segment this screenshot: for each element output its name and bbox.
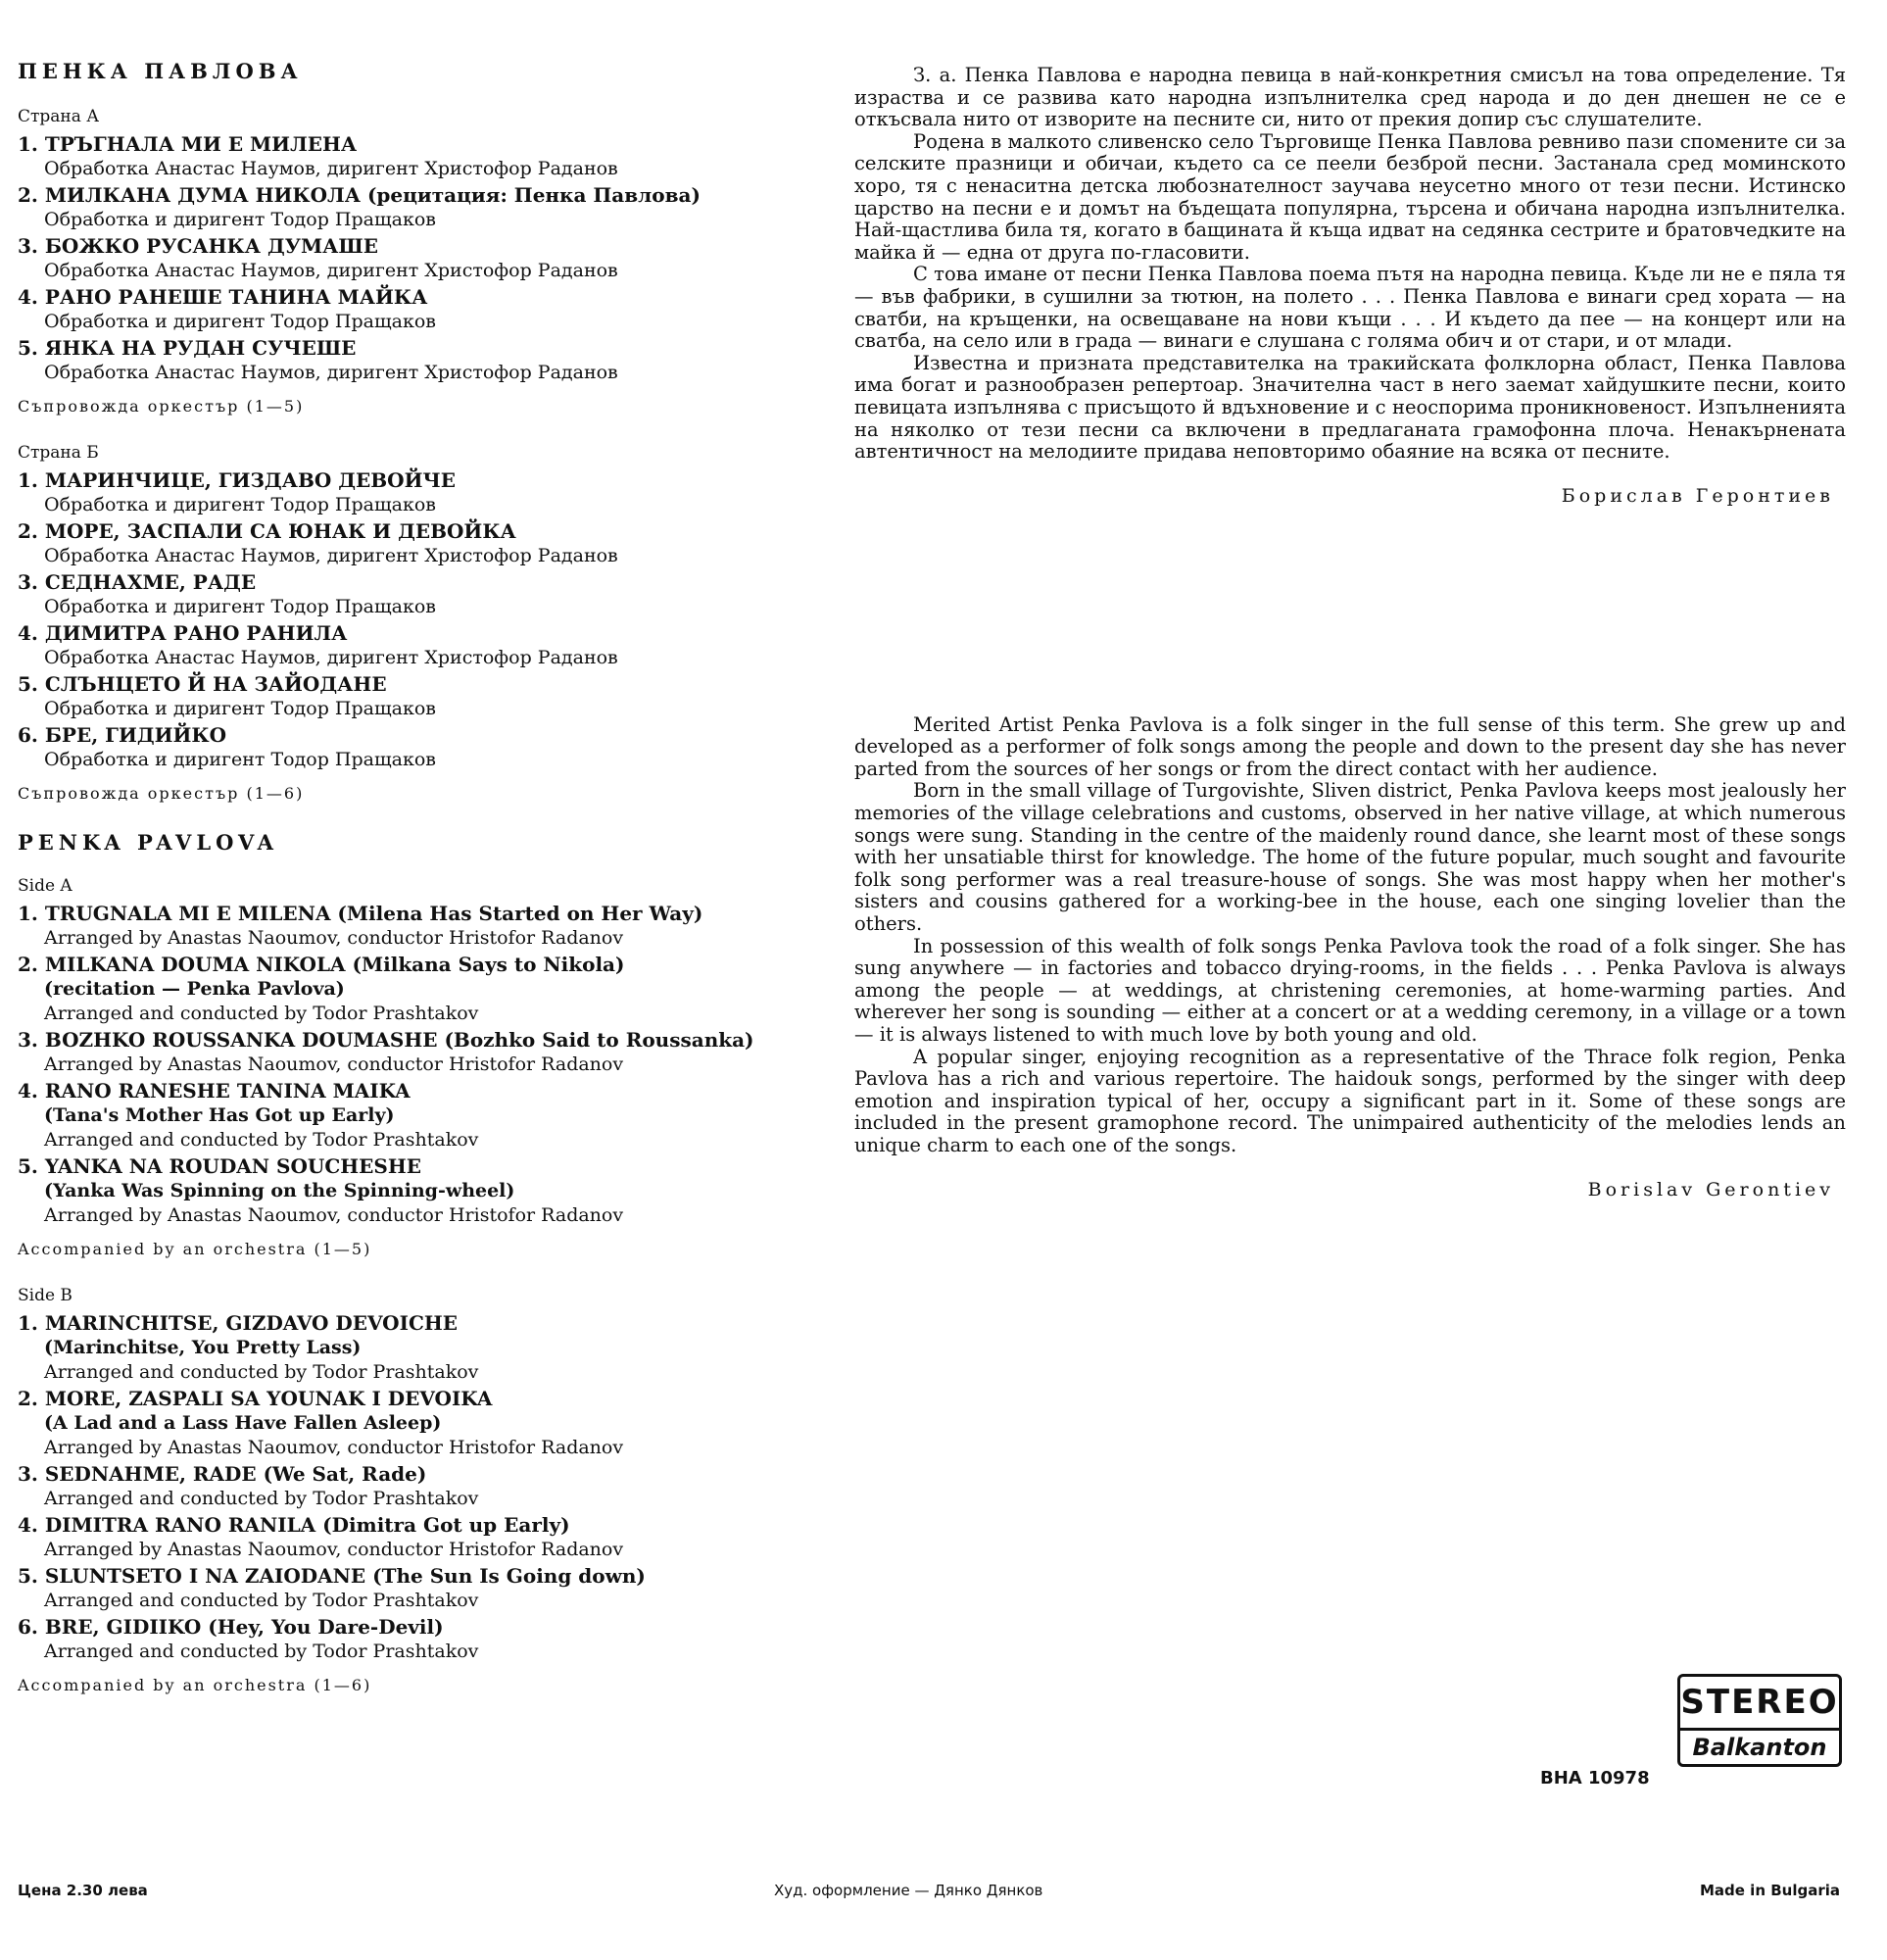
notes-paragraph: Merited Artist Penka Pavlova is a folk singer in the full sense of this term. She grew up and developed as a performer of folk songs among the people and down to the present day she has never parted from the sources of her songs or from the direct contact with her audience. [854, 712, 1846, 780]
track-item [18, 1615, 801, 1664]
track-credit: Обработка и диригент Тодор Пращаков [44, 494, 436, 515]
track-item [18, 953, 801, 1026]
track-title: 6. БРЕ, ГИДИЙКО [18, 723, 227, 747]
track-item [18, 183, 801, 232]
track-credit: Обработка Анастас Наумов, диригент Христофор Раданов [44, 647, 618, 668]
track-title: 5. YANKA NA ROUDAN SOUCHESHE [18, 1154, 421, 1178]
track-item [18, 468, 801, 517]
track-item [18, 234, 801, 283]
en-heading: PENKA PAVLOVA [18, 830, 278, 855]
notes-paragraph: In possession of this wealth of folk songs Penka Pavlova took the road of a folk singer. She has sung anywhere — in factories and tobacco drying-rooms, in the fields . . . Penka Pavlova is always among the people — at weddings, at christening ceremonies, at home-warming parties. And wherever her song is sounding — either at a concert or at a wedding ceremony, in a village or a town — it is always listened to with much love by both young and old. [854, 934, 1846, 1046]
track-title: 6. BRE, GIDIIKO (Hey, You Dare-Devil) [18, 1615, 444, 1639]
stereo-mark: STEREO [1680, 1677, 1839, 1731]
track-subtitle: (A Lad and a Lass Have Fallen Asleep) [44, 1412, 442, 1434]
track-credit: Arranged by Anastas Naoumov, conductor Hristofor Radanov [44, 1054, 624, 1075]
track-title: 2. MORE, ZASPALI SA YOUNAK I DEVOIKA [18, 1387, 493, 1410]
track-credit: Arranged and conducted by Todor Prashtakov [44, 1641, 479, 1662]
track-subtitle: (recitation — Penka Pavlova) [44, 978, 345, 1000]
track-credit: Arranged and conducted by Todor Prashtakov [44, 1003, 479, 1024]
balkanton-brand: Balkanton [1692, 1734, 1827, 1761]
notes-paragraph: Родена в малкото сливенско село Търговище Пенка Павлова ревниво пази спомените си за селските празници и обичаи, където са се пеели безброй песни. Застанала сред моминското хоро, тя с ненаситна детска любознателност заучава неусетно много от тези песни. Истинско царство на песни е и домът на бъдещата популярна, търсена и обичана народна изпълнителка. Най-щастлива била тя, когато в бащината й къща идват на седянка сестрите и братовчедките на майка й — една от друга по-гласовити. [854, 129, 1846, 264]
en-side-b [18, 1286, 801, 1694]
side-label: Side B [18, 1286, 73, 1305]
track-credit: Arranged by Anastas Naoumov, conductor Hristofor Radanov [44, 927, 624, 949]
track-title: 2. МИЛКАНА ДУМА НИКОЛА (рецитация: Пенка Павлова) [18, 183, 701, 207]
track-title: 2. MILKANA DOUMA NIKOLA (Milkana Says to Nikola) [18, 953, 625, 976]
track-credit: Обработка и диригент Тодор Пращаков [44, 311, 436, 332]
track-credit: Обработка Анастас Наумов, диригент Христофор Раданов [44, 362, 618, 383]
track-title: 5. СЛЪНЦЕТО Й НА ЗАЙОДАНЕ [18, 672, 387, 696]
track-item [18, 1311, 801, 1385]
track-title: 3. BOZHKO ROUSSANKA DOUMASHE (Bozhko Said to Roussanka) [18, 1028, 754, 1052]
track-item [18, 1154, 801, 1228]
author-signature: Борислав Геронтиев [1561, 484, 1834, 507]
track-title: 4. ДИМИТРА РАНО РАНИЛА [18, 621, 348, 645]
track-title: 1. МАРИНЧИЦЕ, ГИЗДАВО ДЕВОЙЧЕ [18, 468, 457, 492]
made-in-label: Made in Bulgaria [1700, 1882, 1840, 1899]
price-label: Цена 2.30 лева [18, 1882, 148, 1899]
track-title: 3. SEDNAHME, RADE (We Sat, Rade) [18, 1462, 427, 1486]
track-title: 5. ЯНКА НА РУДАН СУЧЕШЕ [18, 336, 357, 360]
side-label: Side A [18, 876, 73, 896]
notes-paragraph: З. а. Пенка Павлова е народна певица в най-конкретния смисъл на това определение. Тя израства и се развива като народна изпълнителка сред народа и до ден днешен не се е откъсвала нито от изворите на песните си, нито от прекия допир със слушателите. [854, 64, 1846, 131]
side-label: Страна Б [18, 443, 99, 463]
side-label: Страна А [18, 107, 100, 126]
notes-paragraph: Born in the small village of Turgovishte, Sliven district, Penka Pavlova keeps most jealously her memories of the village celebrations and customs, observed in her native village, at which numerous songs were sung. Standing in the centre of the maidenly round dance, she learnt most of these songs with her unsatiable thirst for knowledge. The home of the future popular, much sought and favourite folk song performer was a real treasure-house of songs. She was most happy when her mother's sisters and cousins gathered for a working-bee in the house, each one singing lovelier than the others. [854, 779, 1846, 936]
track-subtitle: (Tana's Mother Has Got up Early) [44, 1104, 395, 1126]
track-item [18, 132, 801, 181]
bg-heading: ПЕНКА ПАВЛОВА [18, 59, 303, 83]
track-item [18, 621, 801, 670]
track-credit: Обработка и диригент Тодор Пращаков [44, 596, 436, 617]
track-credit: Arranged and conducted by Todor Prashtakov [44, 1590, 479, 1611]
track-item [18, 1079, 801, 1152]
track-subtitle: (Marinchitse, You Pretty Lass) [44, 1337, 362, 1358]
track-item [18, 336, 801, 385]
track-credit: Arranged by Anastas Naoumov, conductor Hristofor Radanov [44, 1539, 624, 1560]
track-credit: Обработка Анастас Наумов, диригент Христофор Раданов [44, 260, 618, 281]
catalog-number: ВНА 10978 [1540, 1768, 1650, 1788]
track-credit: Arranged by Anastas Naoumov, conductor Hristofor Radanov [44, 1437, 624, 1458]
track-credit: Обработка и диригент Тодор Пращаков [44, 209, 436, 230]
accompaniment-note: Accompanied by an orchestra (1—5) [18, 1240, 372, 1258]
track-title: 2. МОРЕ, ЗАСПАЛИ СА ЮНАК И ДЕВОЙКА [18, 519, 516, 543]
stereo-balkanton-logo [1677, 1674, 1842, 1767]
track-item [18, 1564, 801, 1613]
bg-side-b [18, 443, 801, 803]
track-credit: Обработка и диригент Тодор Пращаков [44, 698, 436, 719]
track-item [18, 1387, 801, 1460]
author-signature: Borislav Gerontiev [1587, 1178, 1834, 1200]
track-title: 4. РАНО РАНЕШЕ ТАНИНА МАЙКА [18, 285, 428, 309]
track-item [18, 570, 801, 619]
track-item [18, 902, 801, 951]
track-item [18, 1028, 801, 1077]
track-item [18, 723, 801, 772]
track-title: 5. SLUNTSETO I NA ZAIODANE (The Sun Is Going down) [18, 1564, 646, 1588]
track-listing-column [18, 59, 801, 1712]
track-item [18, 1462, 801, 1511]
track-title: 1. MARINCHITSE, GIZDAVO DEVOICHE [18, 1311, 459, 1335]
track-item [18, 285, 801, 334]
accompaniment-note: Съпровожда оркестър (1—5) [18, 397, 305, 416]
track-item [18, 672, 801, 721]
design-credit: Худ. оформление — Дянко Дянков [774, 1882, 1043, 1899]
accompaniment-note: Съпровожда оркестър (1—6) [18, 784, 305, 803]
en-side-a [18, 876, 801, 1258]
track-subtitle: (Yanka Was Spinning on the Spinning-wheel) [44, 1180, 515, 1201]
notes-paragraph: С това имане от песни Пенка Павлова поема пътя на народна певица. Къде ли не е пяла тя — във фабрики, в сушилни за тютюн, на полето . . . Пенка Павлова е винаги сред хората — на сватби, на кръщенки, на освещаване на нови къщи . . . И където да пее — на концерт или на сватба, на село или в града — винаги е слушана с голяма обич и от стари, и от млади. [854, 263, 1846, 353]
track-credit: Arranged and conducted by Todor Prashtakov [44, 1361, 479, 1383]
bg-liner-notes [854, 65, 1846, 507]
accompaniment-note: Accompanied by an orchestra (1—6) [18, 1676, 372, 1694]
notes-paragraph: Известна и призната представителка на тракийската фолклорна област, Пенка Павлова има богат и разнообразен репертоар. Значителна част в него заемат хайдушките песни, които певицата изпълнява с присъщото й вдъхновение и с неоспорима проникновеност. Изпълненията на няколко от тези песни са включени в предлаганата грамофонна плоча. Ненакърнената автентичност на мелодиите придава неповторимо обаяние на всяка от песните. [854, 351, 1846, 464]
track-title: 3. БОЖКО РУСАНКА ДУМАШЕ [18, 234, 379, 258]
track-credit: Arranged by Anastas Naoumov, conductor Hristofor Radanov [44, 1204, 624, 1226]
track-item [18, 519, 801, 568]
track-title: 1. TRUGNALA MI E MILENA (Milena Has Started on Her Way) [18, 902, 703, 925]
track-credit: Обработка и диригент Тодор Пращаков [44, 749, 436, 770]
track-title: 4. RANO RANESHE TANINA MAIKA [18, 1079, 411, 1102]
track-title: 4. DIMITRA RANO RANILA (Dimitra Got up Early) [18, 1513, 570, 1537]
en-liner-notes [854, 714, 1846, 1200]
track-item [18, 1513, 801, 1562]
notes-paragraph: A popular singer, enjoying recognition as a representative of the Thrace folk region, Penka Pavlova has a rich and various repertoire. The haidouk songs, performed by the singer with deep emotion and inspiration typical of her, occupy a significant part in it. Some of these songs are included in the present gramophone record. The unimpaired authenticity of the melodies lends an unique charm to each one of the songs. [854, 1045, 1846, 1156]
liner-notes-column [854, 65, 1846, 1200]
track-credit: Arranged and conducted by Todor Prashtakov [44, 1488, 479, 1509]
bg-side-a [18, 107, 801, 416]
track-title: 1. ТРЪГНАЛА МИ Е МИЛЕНА [18, 132, 358, 156]
track-credit: Обработка Анастас Наумов, диригент Христофор Раданов [44, 545, 618, 566]
track-credit: Обработка Анастас Наумов, диригент Христофор Раданов [44, 158, 618, 179]
track-credit: Arranged and conducted by Todor Prashtakov [44, 1129, 479, 1151]
track-title: 3. СЕДНАХМЕ, РАДЕ [18, 570, 257, 594]
